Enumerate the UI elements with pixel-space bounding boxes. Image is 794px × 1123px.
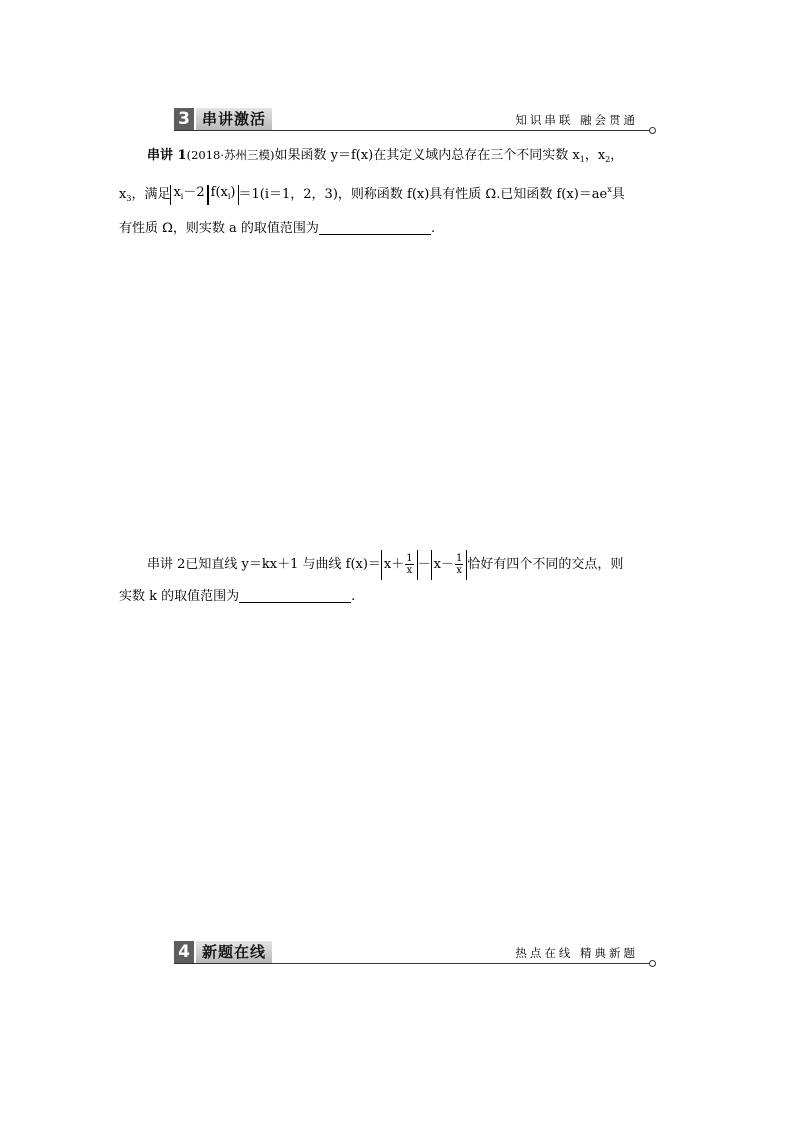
problem-1-line-3: 有性质 Ω，则实数 a 的取值范围为 . <box>119 214 679 244</box>
section-header-3 <box>174 108 656 134</box>
section-number: 4 <box>174 941 194 963</box>
section-title: 新题在线 <box>196 941 272 963</box>
problem-label: 串讲 1 <box>147 148 187 163</box>
rule-end-dot <box>649 127 656 134</box>
problem-1 <box>119 140 679 244</box>
problem-1-line-1: 串讲 1(2018·苏州三模)如果函数 y＝f(x)在其定义域内总存在三个不同实数 $x_1$，$x_2$， <box>147 148 624 164</box>
abs-value: x＋ $\frac{1}{x}$ <box>381 550 418 580</box>
section-rule <box>174 963 650 964</box>
section-header-4 <box>174 941 656 967</box>
abs-value: x－ $\frac{1}{x}$ <box>431 550 468 580</box>
section-rule <box>174 130 650 131</box>
section-subtitle: 热点在线 精典新题 <box>515 946 638 960</box>
fraction: $\frac{1}{x}$ <box>456 552 463 576</box>
abs-value: $x_i-2$ <box>170 185 207 205</box>
answer-blank[interactable] <box>319 218 431 235</box>
section-number: 3 <box>174 108 194 130</box>
fraction: $\frac{1}{x}$ <box>406 552 413 576</box>
problem-2-line-2: 实数 k 的取值范围为 . <box>119 582 679 612</box>
section-title: 串讲激活 <box>196 108 272 130</box>
rule-end-dot <box>649 960 656 967</box>
problem-source: (2018·苏州三模) <box>186 148 275 162</box>
answer-blank[interactable] <box>239 586 351 603</box>
abs-value: $f(x_i)$ <box>208 185 239 205</box>
problem-2-line-1: 串讲 2已知直线 y＝kx＋1 与曲线 f(x)＝ x＋ $\frac{1}{x}$ － x－ $\frac{1}{x}$ 恰好有四个不同的交点，则 <box>119 548 679 582</box>
problem-label: 串讲 2 <box>147 557 186 572</box>
problem-1-line-2: $x_3$，满足 $x_i-2$ $f(x_i) =1(i=1$，2，3)，则称函数 f(x)具有性质 Ω.已知函数 $f(x)=ae^x$具 <box>119 184 625 203</box>
section-subtitle: 知识串联 融会贯通 <box>515 113 638 127</box>
problem-2 <box>119 548 679 612</box>
